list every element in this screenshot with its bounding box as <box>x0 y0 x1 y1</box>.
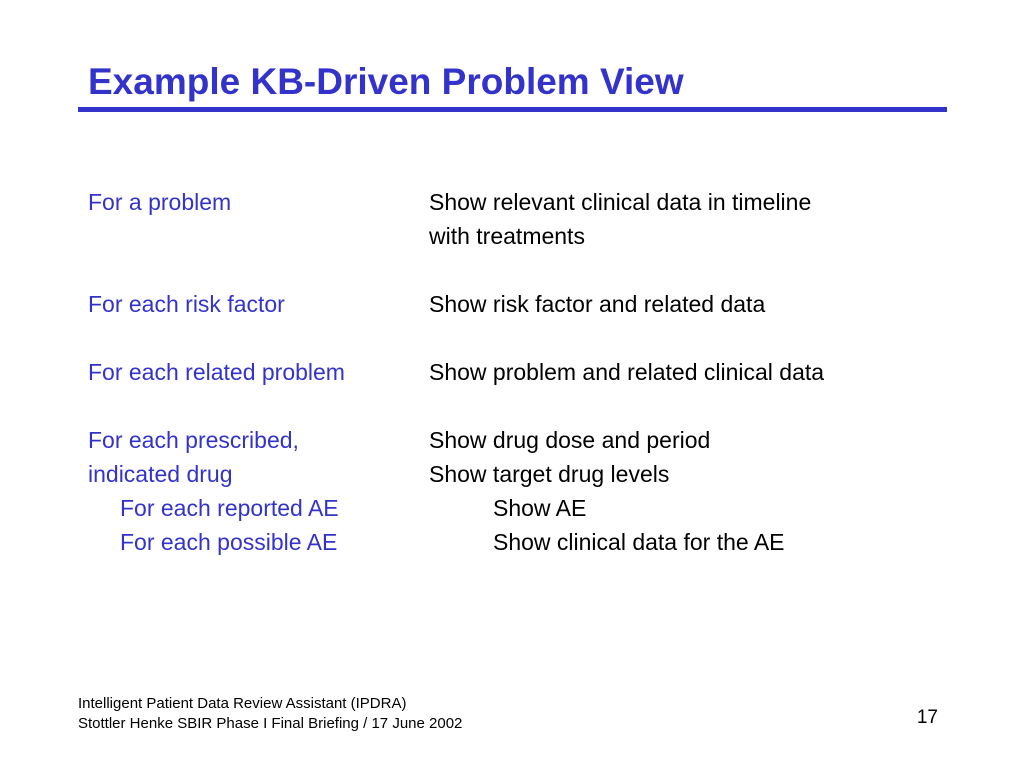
footer <box>78 694 462 734</box>
row-action <box>429 185 948 253</box>
page-number: 17 <box>916 707 938 728</box>
condition-text: For each prescribed, <box>88 427 299 453</box>
table-row <box>88 185 948 253</box>
row-condition <box>88 287 429 321</box>
row-condition <box>88 525 461 559</box>
action-text: Show target drug levels <box>429 461 670 487</box>
row-condition <box>88 491 461 525</box>
condition-text: For each possible AE <box>120 529 338 555</box>
action-text: Show problem and related clinical data <box>429 359 825 385</box>
row-condition <box>88 185 429 219</box>
footer-line-2: Stottler Henke SBIR Phase I Final Briefing / 17 June 2002 <box>78 715 463 732</box>
condition-text: For a problem <box>88 189 232 215</box>
condition-text: indicated drug <box>88 461 233 487</box>
row-condition <box>88 423 429 491</box>
title-underline <box>78 107 947 112</box>
action-text: Show risk factor and related data <box>429 291 766 317</box>
condition-text: For each reported AE <box>120 495 339 521</box>
row-condition <box>88 355 429 389</box>
table-row <box>88 423 948 491</box>
slide-title: Example KB-Driven Problem View <box>88 61 684 102</box>
row-action <box>429 423 948 491</box>
table-row-nested <box>88 491 948 525</box>
condition-text: For each related problem <box>88 359 345 385</box>
table-row <box>88 287 948 321</box>
table-row-nested <box>88 525 948 559</box>
row-action <box>429 287 948 321</box>
footer-line-1: Intelligent Patient Data Review Assistant (IPDRA) <box>78 695 407 712</box>
action-text: Show relevant clinical data in timeline <box>429 189 812 215</box>
action-text: Show drug dose and period <box>429 427 711 453</box>
action-text: with treatments <box>429 223 585 249</box>
row-action <box>461 491 948 525</box>
action-text: Show clinical data for the AE <box>493 529 785 555</box>
problem-view-table <box>88 185 948 559</box>
condition-text: For each risk factor <box>88 291 285 317</box>
table-row <box>88 355 948 389</box>
row-action <box>429 355 948 389</box>
row-action <box>461 525 948 559</box>
action-text: Show AE <box>493 495 587 521</box>
